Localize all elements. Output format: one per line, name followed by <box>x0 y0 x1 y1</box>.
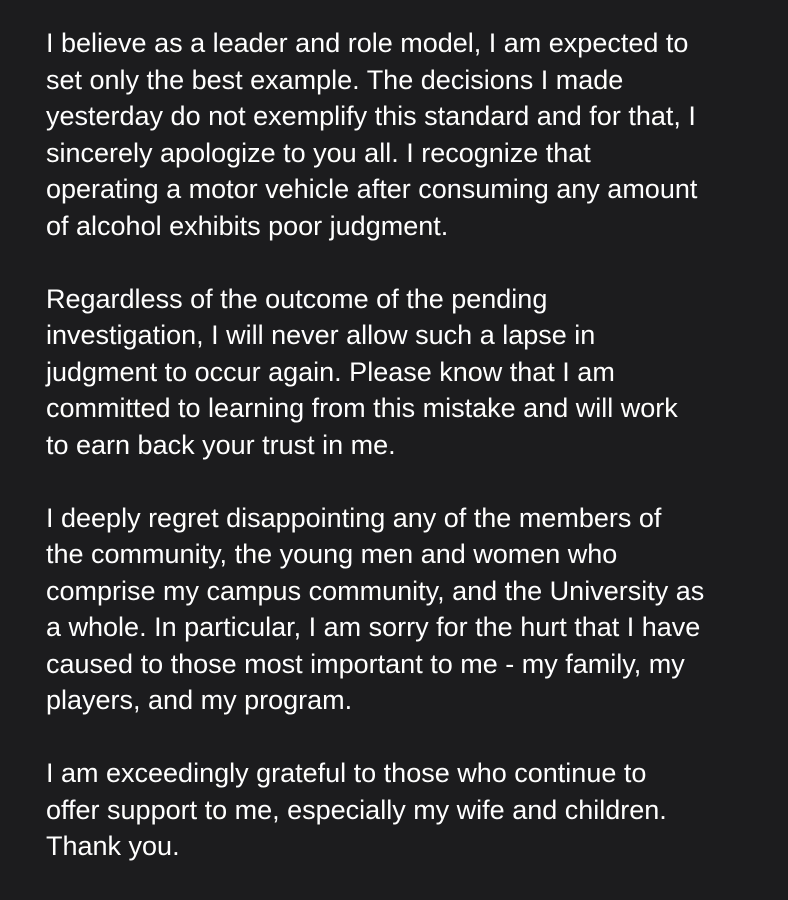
paragraph-3: I deeply regret disappointing any of the members of the community, the young men and women who comprise my campus community, and the University as a whole. In particular, I am sorry for the hurt that I have caused to those most important to me - my family, my players, and my program. <box>46 502 705 715</box>
paragraph-1: I believe as a leader and role model, I am expected to set only the best example. The decisions I made yesterday do not exemplify this standard and for that, I sincerely apologize to you all. I recognize that operating a motor vehicle after consuming any amount of alcohol exhibits poor judgment. <box>46 28 698 241</box>
paragraph-4: I am exceedingly grateful to those who continue to offer support to me, especially my wife and children. Thank you. <box>46 758 667 861</box>
paragraph-2: Regardless of the outcome of the pending investigation, I will never allow such a lapse in judgment to occur again. Please know that I am committed to learning from this mistake and will work to earn back your trust in me. <box>46 283 678 460</box>
